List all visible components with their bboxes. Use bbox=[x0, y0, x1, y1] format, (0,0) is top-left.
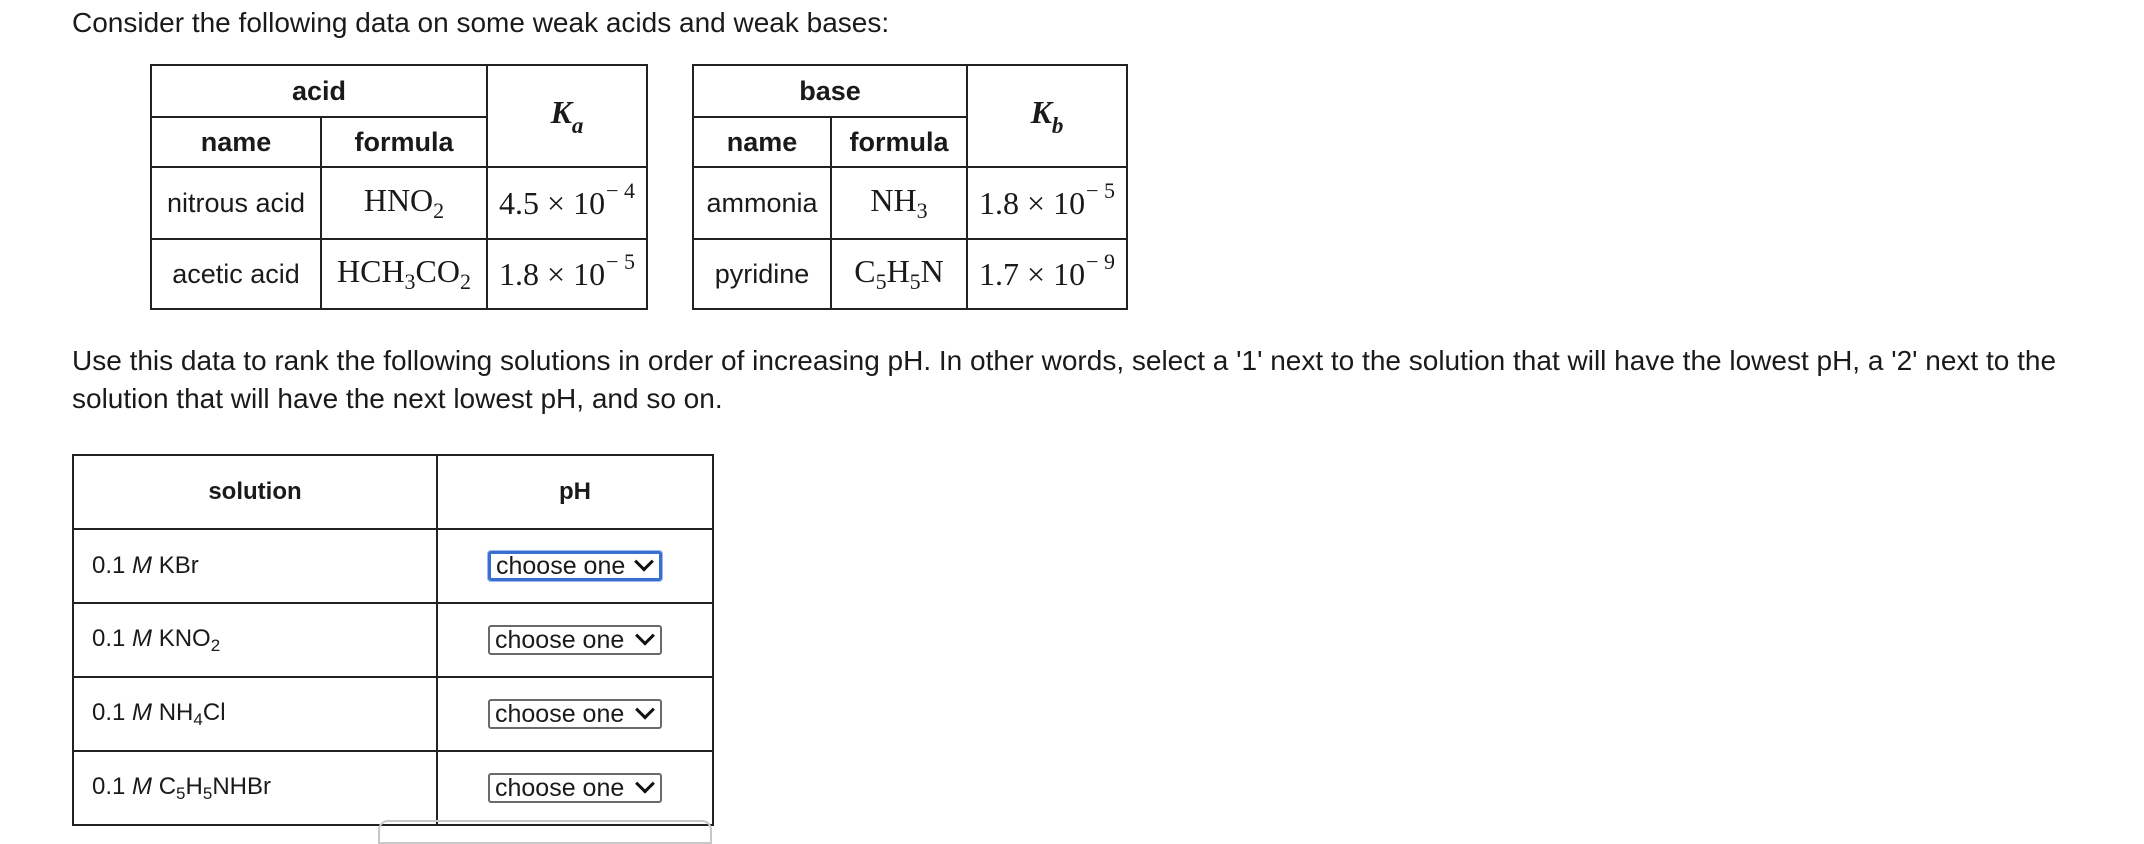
rank-select[interactable]: choose one bbox=[488, 551, 662, 581]
rank-select[interactable]: choose one bbox=[488, 625, 662, 655]
ph-header: pH bbox=[437, 455, 713, 529]
acid-row bbox=[151, 239, 647, 309]
ph-cell bbox=[437, 751, 713, 825]
instructions-text: Use this data to rank the following solutions in order of increasing pH. In other words, select a '1' next to the solution that will have the lowest pH, a '2' next to the solution that will have the next lowest pH, and so on. bbox=[72, 345, 2057, 414]
solution-label: 0.1 M $NH_4Cl$ bbox=[73, 677, 437, 751]
acid-name: nitrous acid bbox=[151, 167, 321, 239]
solution-row bbox=[73, 603, 713, 677]
solution-label: 0.1 M $C_5H_5NHBr$ bbox=[73, 751, 437, 825]
rank-select[interactable]: choose one bbox=[488, 773, 662, 803]
acid-row bbox=[151, 167, 647, 239]
chevron-down-icon bbox=[635, 700, 655, 720]
acid-table bbox=[150, 64, 648, 310]
intro-text: Consider the following data on some weak acids and weak bases: bbox=[72, 7, 890, 38]
kb-symbol: $K_b$ bbox=[1030, 93, 1064, 138]
acid-name-header: name bbox=[151, 117, 321, 167]
solution-label: 0.1 M $KNO_2$ bbox=[73, 603, 437, 677]
acid-group-header: acid bbox=[151, 65, 487, 117]
base-formula-header: formula bbox=[831, 117, 967, 167]
ph-cell bbox=[437, 677, 713, 751]
base-name: pyridine bbox=[693, 239, 831, 309]
acid-ka: $4.5 \times 10^{- 4}$ bbox=[487, 167, 647, 239]
base-kb: $1.8 \times 10^{- 5}$ bbox=[967, 167, 1127, 239]
ranking-table bbox=[72, 454, 714, 826]
solution-header: solution bbox=[73, 455, 437, 529]
solution-row bbox=[73, 751, 713, 825]
base-kb: $1.7 \times 10^{- 9}$ bbox=[967, 239, 1127, 309]
acid-name: acetic acid bbox=[151, 239, 321, 309]
rank-select[interactable]: choose one bbox=[488, 699, 662, 729]
base-formula: $NH_3$ bbox=[831, 167, 967, 239]
ka-symbol: $K_a$ bbox=[550, 93, 584, 138]
acid-formula-header: formula bbox=[321, 117, 487, 167]
solution-row bbox=[73, 529, 713, 603]
base-table bbox=[692, 64, 1128, 310]
acid-formula: $HNO_2$ bbox=[321, 167, 487, 239]
base-group-header: base bbox=[693, 65, 967, 117]
acid-formula: $HCH_3CO_2$ bbox=[321, 239, 487, 309]
chevron-down-icon bbox=[635, 774, 655, 794]
base-row bbox=[693, 239, 1127, 309]
chevron-down-icon bbox=[635, 626, 655, 646]
acid-ka: $1.8 \times 10^{- 5}$ bbox=[487, 239, 647, 309]
solution-row bbox=[73, 677, 713, 751]
ka-header bbox=[487, 65, 647, 167]
base-name-header: name bbox=[693, 117, 831, 167]
bottom-panel-edge bbox=[378, 820, 712, 844]
base-name: ammonia bbox=[693, 167, 831, 239]
chevron-down-icon bbox=[634, 552, 654, 572]
ph-cell bbox=[437, 603, 713, 677]
base-formula: $C_5H_5N$ bbox=[831, 239, 967, 309]
ph-cell bbox=[437, 529, 713, 603]
solution-label: 0.1 M KBr bbox=[73, 529, 437, 603]
base-row bbox=[693, 167, 1127, 239]
kb-header bbox=[967, 65, 1127, 167]
